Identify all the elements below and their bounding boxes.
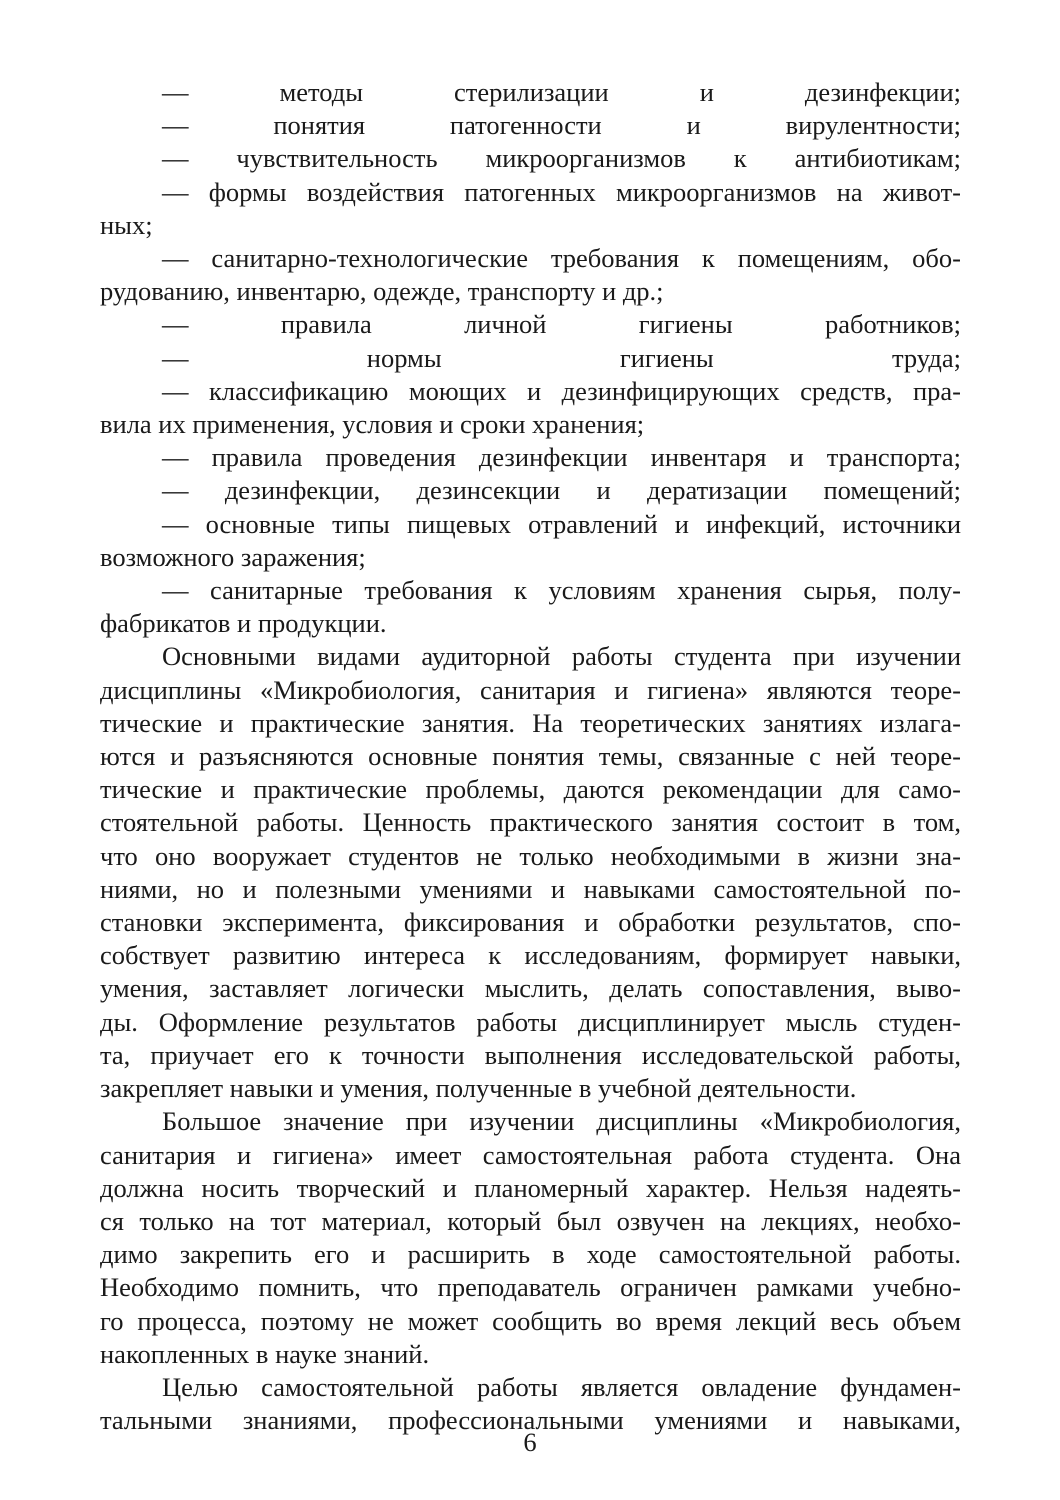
page-number: 6 — [523, 1427, 537, 1457]
paragraph-line: тические и практические занятия. На теоретических занятиях излага- — [100, 707, 961, 738]
paragraph-line: ются и разъясняются основные понятия темы, связанные с ней теоре- — [100, 741, 961, 772]
paragraph-line: дисциплины «Микробиология, санитария и гигиена» являются теоре- — [100, 674, 961, 705]
paragraph-line: го процесса, поэтому не может сообщить во время лекций весь объем — [100, 1305, 961, 1336]
list-item: — методы стерилизации и дезинфекции; — [162, 77, 961, 107]
paragraph-line: Большое значение при изучении дисциплины «Микробиология, — [162, 1106, 961, 1137]
paragraph-line: закрепляет навыки и умения, полученные в учебной деятельности. — [100, 1073, 857, 1104]
paragraph-line: должна носить творческий и планомерный характер. Нельзя надеять- — [100, 1172, 961, 1203]
paragraph-line: накопленных в науке знаний. — [100, 1338, 430, 1369]
paragraph-line: стоятельной работы. Ценность практического занятия состоит в том, — [100, 807, 961, 838]
list-item: — основные типы пищевых отравлений и инфекций, источники — [162, 508, 961, 539]
paragraph-line: Необходимо помнить, что преподаватель ограничен рамками учебно- — [100, 1272, 961, 1303]
list-item: — санитарные требования к условиям хранения сырья, полу- — [162, 575, 961, 606]
list-item-continuation: ных; — [100, 209, 153, 240]
list-item: — классификацию моющих и дезинфицирующих средств, пра- — [162, 375, 961, 406]
paragraph-line: димо закрепить его и расширить в ходе самостоятельной работы. — [100, 1239, 961, 1270]
list-item: — правила личной гигиены работников; — [162, 309, 961, 340]
paragraph-line: что оно вооружает студентов не только необходимыми в жизни зна- — [100, 840, 961, 871]
list-item-continuation: вила их применения, условия и сроки хранения; — [100, 409, 645, 440]
list-item-continuation: рудованию, инвентарю, одежде, транспорту и др.; — [100, 276, 664, 307]
paragraph-line: ды. Оформление результатов работы дисциплинирует мысль студен- — [100, 1006, 961, 1037]
paragraph-line: тальными знаниями, профессиональными умениями и навыками, — [100, 1405, 961, 1436]
page-text — [100, 76, 961, 1437]
list-item: — дезинфекции, дезинсекции и дератизации помещений; — [162, 475, 961, 506]
paragraph-line: ся только на тот материал, который был озвучен на лекциях, необхо- — [100, 1205, 961, 1236]
list-item: — понятия патогенности и вирулентности; — [162, 110, 961, 141]
paragraph-line: санитария и гигиена» имеет самостоятельная работа студента. Она — [100, 1139, 961, 1170]
list-item: — правила проведения дезинфекции инвентаря и транспорта; — [162, 442, 961, 473]
list-item: — чувствительность микроорганизмов к антибиотикам; — [162, 143, 961, 174]
list-item: — санитарно-технологические требования к помещениям, обо- — [162, 243, 961, 274]
list-item-continuation: фабрикатов и продукции. — [100, 608, 387, 639]
paragraph-line: тические и практические проблемы, даются рекомендации для само- — [100, 774, 961, 805]
paragraph-line: Основными видами аудиторной работы студента при изучении — [162, 641, 961, 672]
list-item: — нормы гигиены труда; — [162, 342, 961, 373]
paragraph-line: собствует развитию интереса к исследованиям, формирует навыки, — [100, 940, 961, 971]
list-item-continuation: возможного заражения; — [100, 541, 366, 572]
paragraph-line: умения, заставляет логически мыслить, делать сопоставления, выво- — [100, 973, 961, 1004]
paragraph-line: та, приучает его к точности выполнения исследовательской работы, — [100, 1039, 961, 1070]
paragraph-line: Целью самостоятельной работы является овладение фундамен- — [162, 1371, 961, 1402]
paragraph-line: ниями, но и полезными умениями и навыками самостоятельной по- — [100, 873, 961, 904]
paragraph-line: становки эксперимента, фиксирования и обработки результатов, спо- — [100, 907, 961, 938]
list-item: — формы воздействия патогенных микроорганизмов на живот- — [162, 176, 961, 207]
